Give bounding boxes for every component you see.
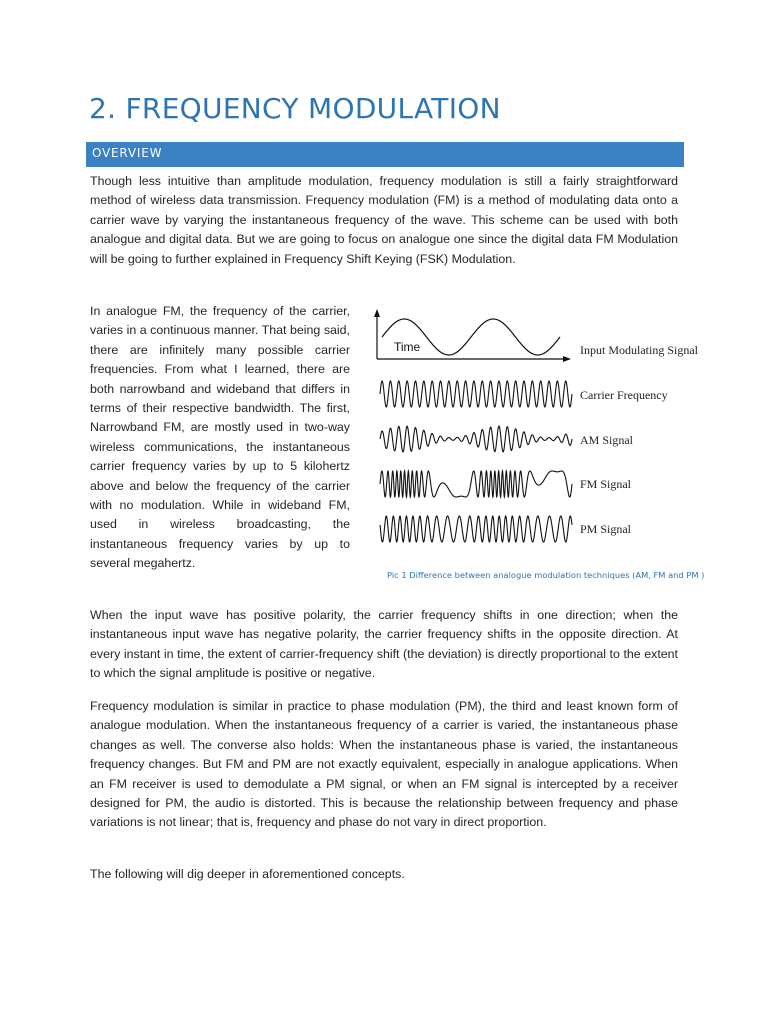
overview-label: OVERVIEW xyxy=(92,146,163,160)
modulation-figure xyxy=(372,305,712,590)
am-label: AM Signal xyxy=(580,433,634,447)
overview-bar xyxy=(86,142,684,167)
carrier-label: Carrier Frequency xyxy=(580,388,668,402)
pm-label: PM Signal xyxy=(580,522,632,536)
intro-paragraph: Though less intuitive than amplitude modulation, frequency modulation is still a fairly straightforward method of wireless data transmission. Frequency modulation (FM) is a method of modulating data onto a carrier wave by varying the instantaneous frequency of the wave. This scheme can be used with both analogue and digital data. But we are going to focus on analogue one since the digital data FM Modulation will be going to further explained in Frequency Shift Keying (FSK) Modulation. xyxy=(90,174,678,266)
y-axis-arrow xyxy=(374,309,380,317)
section-number: 2. xyxy=(89,92,117,125)
pm-wave xyxy=(380,516,572,542)
x-axis-arrow xyxy=(563,356,571,362)
section-heading xyxy=(89,92,501,125)
am-wave xyxy=(380,426,572,452)
carrier-wave xyxy=(380,381,572,407)
phase-paragraph: Frequency modulation is similar in practice to phase modulation (PM), the third and least known form of analogue modulation. When the instantaneous frequency of a carrier is varied, the instantaneous phase changes as well. The converse also holds: When the instantaneous phase is varied, the instantaneous frequency changes. But FM and PM are not exactly equivalent, especially in analogue applications. When an FM receiver is used to demodulate a PM signal, or when an FM signal is intercepted by a receiver designed for PM, the audio is distorted. This is because the relationship between frequency and phase variations is not linear; that is, frequency and phase do not vary in direct proportion. xyxy=(90,699,678,830)
time-label: Time xyxy=(394,340,421,354)
fm-wave xyxy=(380,471,572,497)
fm-label: FM Signal xyxy=(580,477,632,491)
section-title: FREQUENCY MODULATION xyxy=(125,92,501,125)
closing-paragraph: The following will dig deeper in aforementioned concepts. xyxy=(90,867,405,881)
input-signal-label: Input Modulating Signal xyxy=(580,343,698,357)
figure-caption: Pic 1 Difference between analogue modulation techniques (AM, FM and PM ) xyxy=(387,570,705,580)
analogue-fm-paragraph: In analogue FM, the frequency of the carrier, varies in a continuous manner. That being said, there are infinitely many possible carrier frequencies. From what I learned, there are both narrowband and wideband that differs in terms of their respective bandwidth. The first, Narrowband FM, are mostly used in two-way wireless communications, the instantaneous carrier frequency varies by up to 5 kilohertz above and below the frequency of the carrier with no modulation. While in wideband FM, used in wireless broadcasting, the instantaneous frequency varies by up to several megahertz. xyxy=(90,304,350,571)
polarity-paragraph: When the input wave has positive polarity, the carrier frequency shifts in one direction; when the instantaneous input wave has negative polarity, the carrier frequency shifts in the opposite direction. At every instant in time, the extent of carrier-frequency shift (the deviation) is directly proportional to the extent to which the signal amplitude is positive or negative. xyxy=(90,608,678,681)
